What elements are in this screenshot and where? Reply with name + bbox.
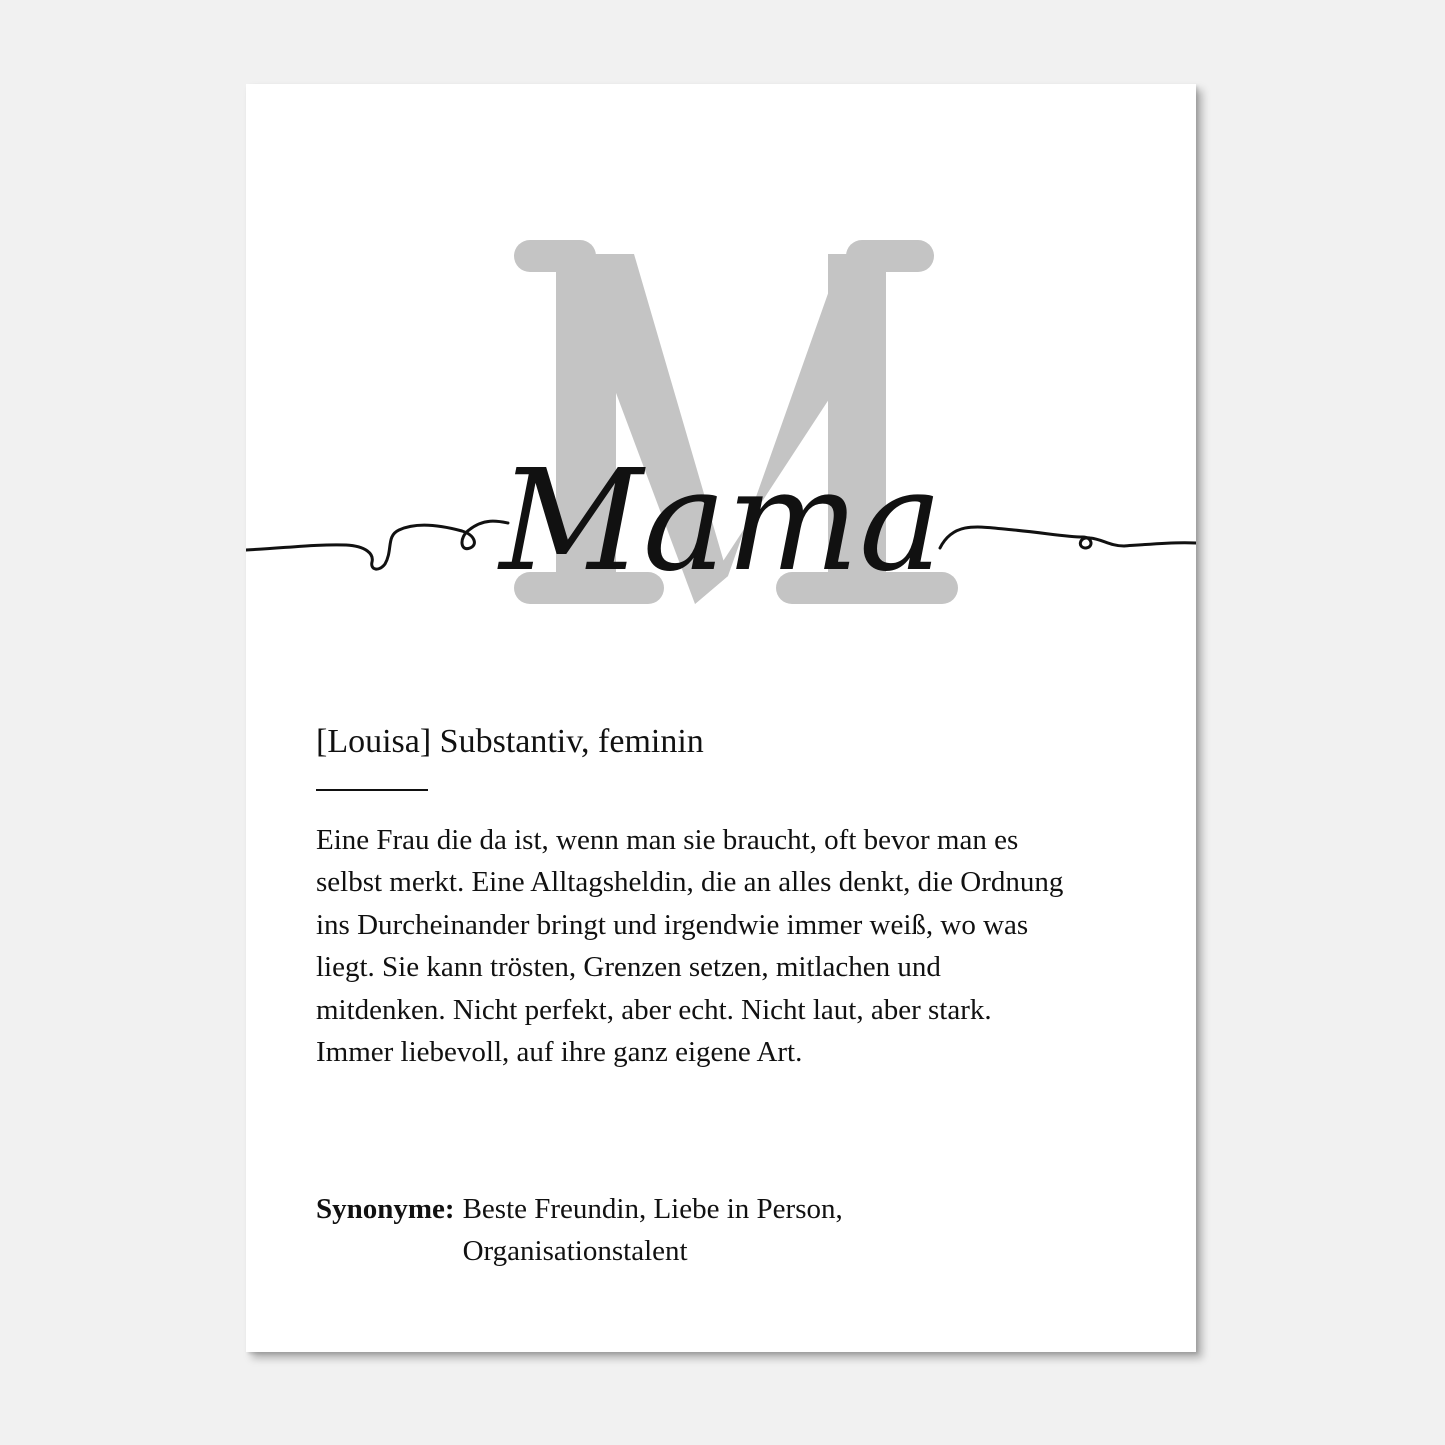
title-script-art [246,424,1196,644]
headword-underline [316,789,428,791]
synonyms-label: Synonyme: [316,1193,455,1225]
definition-text: Eine Frau die da ist, wenn man sie braucht, oft bevor man es selbst merkt. Eine Alltagsheldin, die an alles denkt, die Ordnung ins Durcheinander bringt und irgendwie immer weiß, wo was liegt. Sie kann trösten, Grenzen setzen, mitlachen und mitdenken. Nicht perfekt, aber echt. Nicht laut, aber stark. Immer liebevoll, auf ihre ganz eigene Art. [316,824,1064,1069]
headword: [Louisa] Substantiv, feminin [316,723,704,760]
svg-text:M: M [712,624,730,643]
title-script-text: Mama [499,440,943,603]
poster-card [246,84,1196,1352]
synonyms-block [316,1188,1076,1273]
synonyms-list: Beste Freundin, Liebe in Person, Organisationstalent [462,1193,843,1268]
definition-block [316,722,1116,1073]
